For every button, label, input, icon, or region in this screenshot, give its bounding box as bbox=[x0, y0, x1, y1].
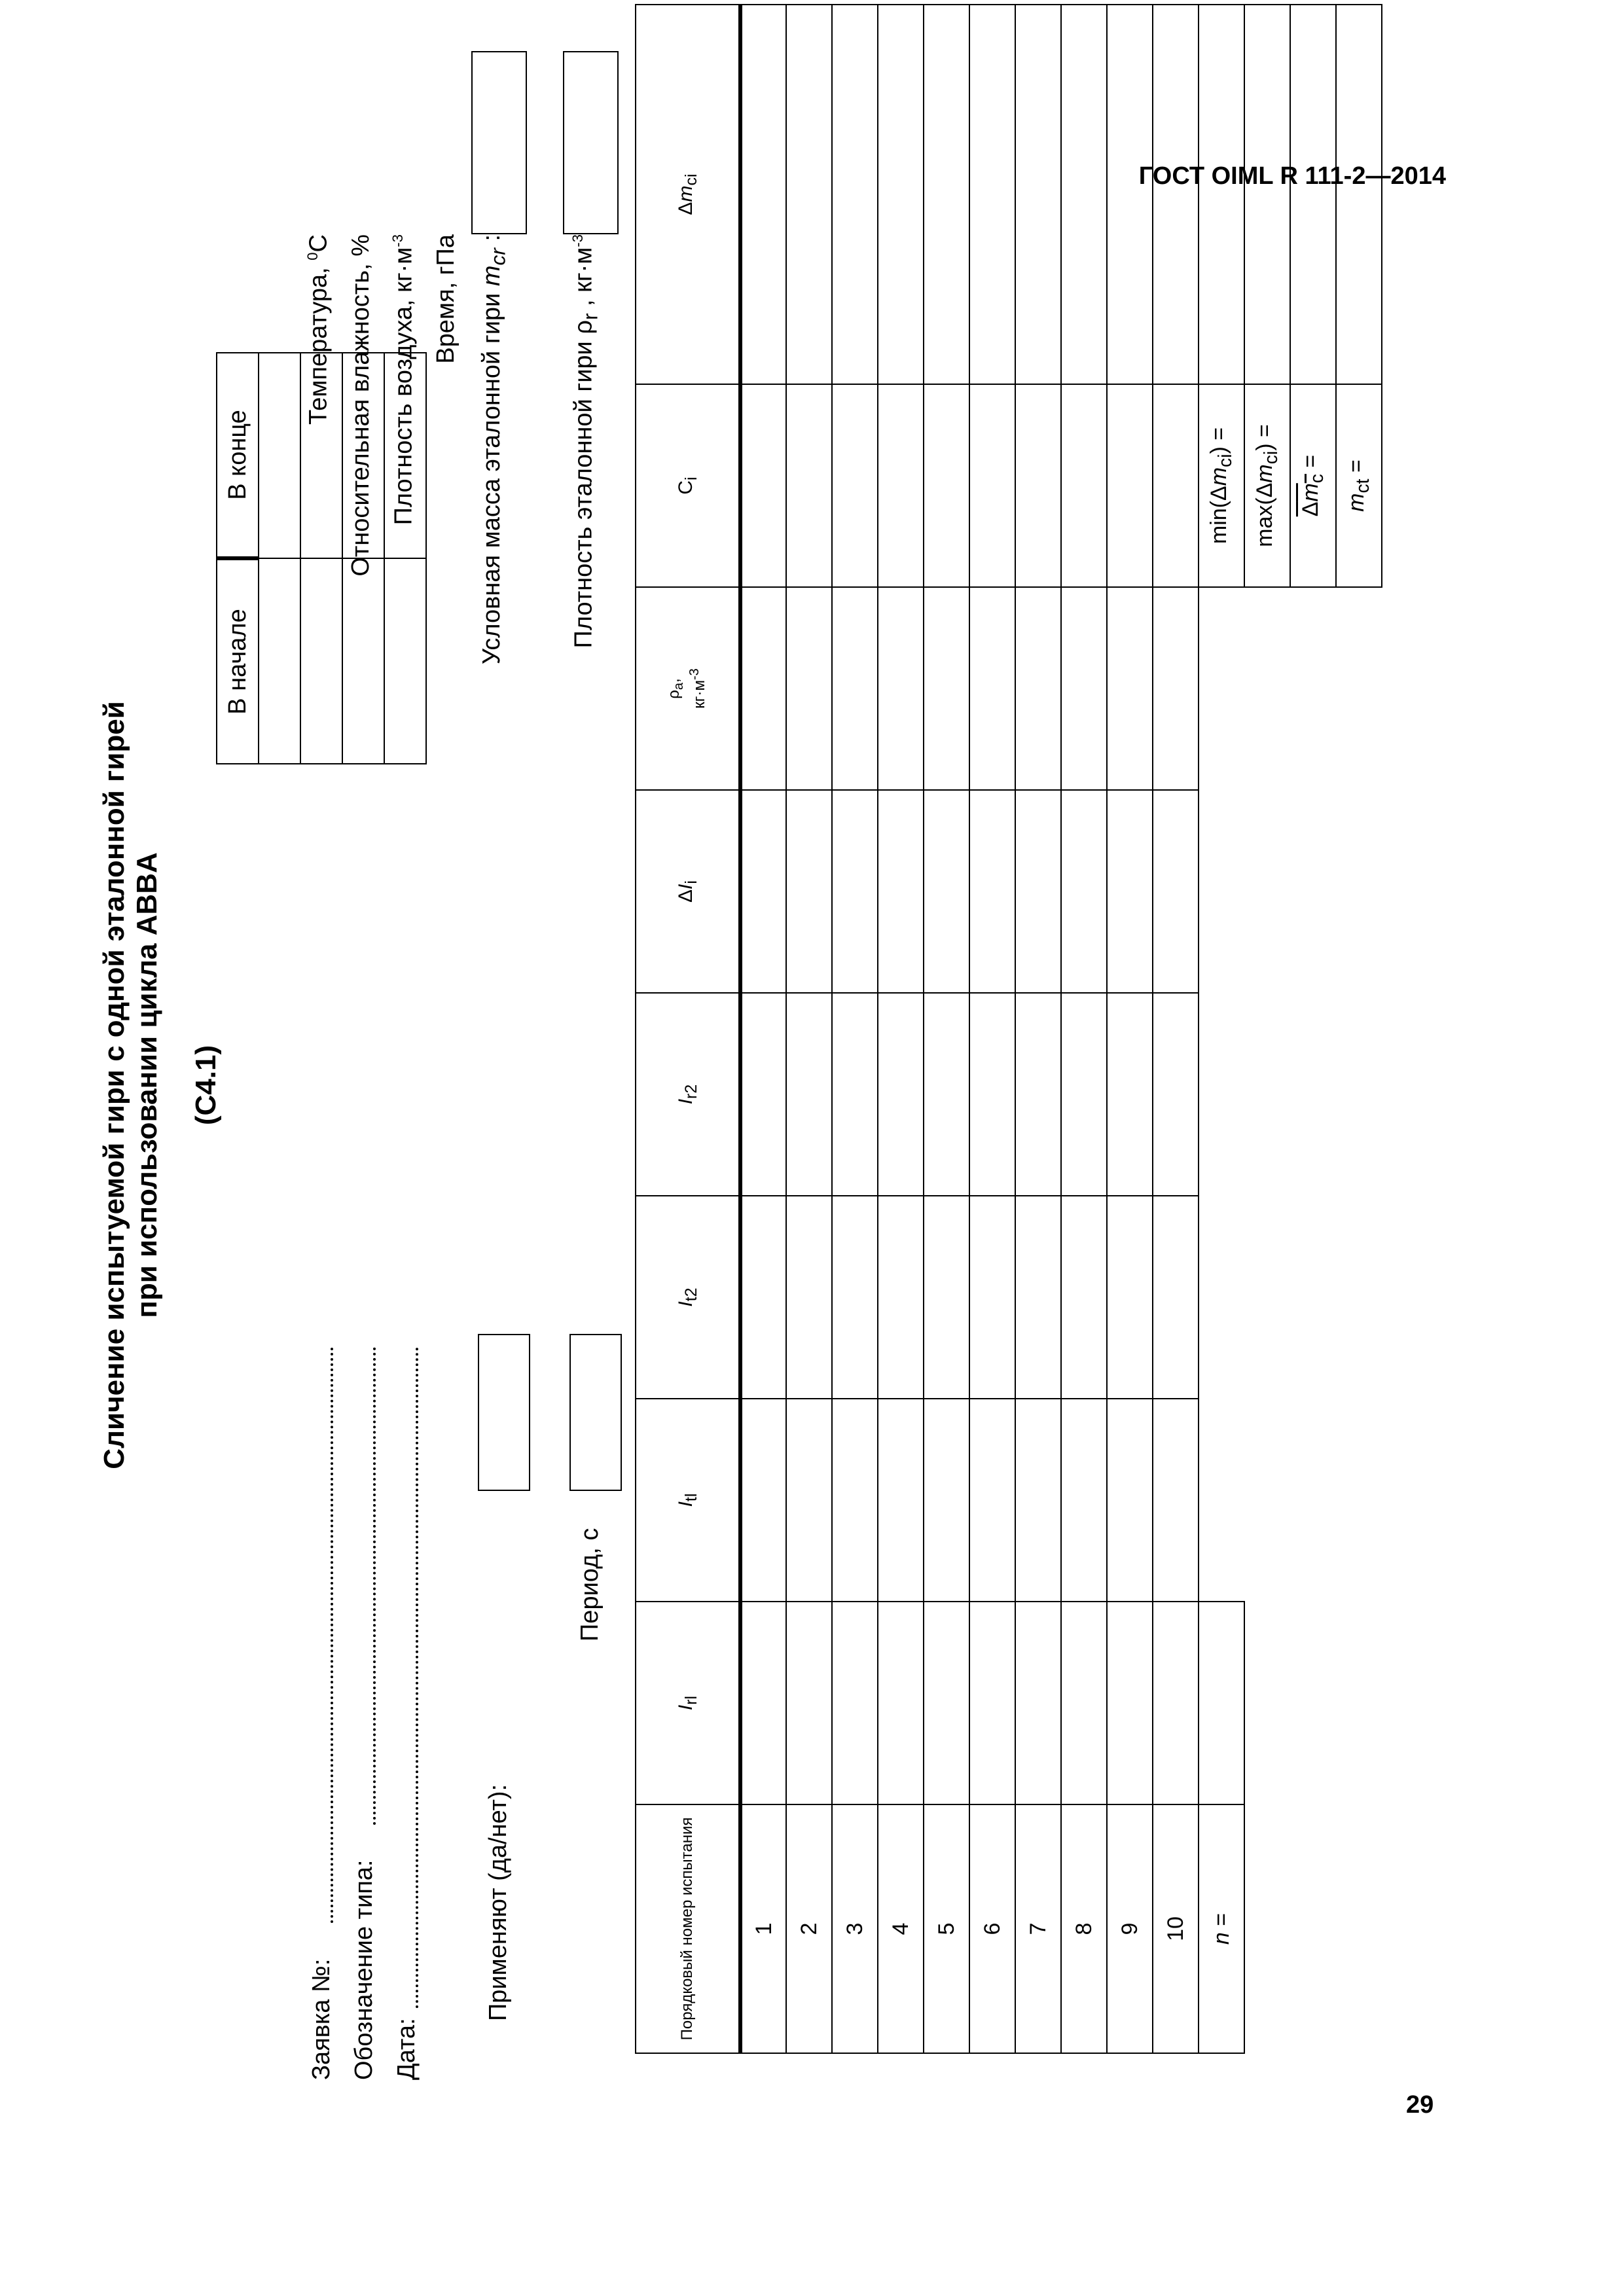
form-title bbox=[98, 660, 223, 1511]
mean-value[interactable] bbox=[1290, 5, 1336, 384]
standard-header: ГОСТ OIML R 111-2—2014 bbox=[1138, 162, 1446, 190]
title-line-1: Сличение испытуемой гири с одной эталонной гирей bbox=[98, 701, 130, 1469]
row-number: 2 bbox=[786, 1804, 832, 2053]
mct-label: $m_{ct}$ = bbox=[1336, 384, 1382, 587]
date-field[interactable] bbox=[416, 1347, 418, 2008]
header-delta-i: $\Delta I_i$ bbox=[636, 790, 740, 993]
row-number: 6 bbox=[969, 1804, 1015, 2053]
row-number: 9 bbox=[1107, 1804, 1153, 2053]
title-line-2: при использовании цикла ABBA bbox=[131, 852, 163, 1318]
period-label: Период, с bbox=[576, 1528, 604, 1641]
row-number: 10 bbox=[1153, 1804, 1199, 2053]
max-label: $\max(\Delta m_{ci})$ = bbox=[1244, 384, 1290, 587]
row-number: 1 bbox=[740, 1804, 786, 2053]
header-ir2: $I_{r2}$ bbox=[636, 993, 740, 1196]
temp-end[interactable] bbox=[259, 353, 300, 558]
title-line-3: (C4.1) bbox=[190, 1045, 222, 1126]
air-density-end[interactable] bbox=[342, 353, 384, 558]
min-value[interactable] bbox=[1199, 5, 1244, 384]
period-input[interactable] bbox=[569, 1334, 622, 1491]
measurements-table bbox=[635, 4, 1382, 2054]
max-value[interactable] bbox=[1244, 5, 1290, 384]
application-label: Заявка №: bbox=[308, 1958, 335, 2080]
time-label: Время, гПа bbox=[432, 234, 460, 364]
header-delta-mci: $\Delta m_{ci}$ bbox=[636, 5, 740, 384]
humidity-label: Относительная влажность, % bbox=[347, 234, 374, 577]
ref-density-input[interactable] bbox=[563, 51, 619, 234]
row-number: 5 bbox=[924, 1804, 969, 2053]
time-start[interactable] bbox=[384, 558, 426, 764]
humidity-end[interactable] bbox=[300, 353, 342, 558]
page-number: 29 bbox=[1406, 2091, 1434, 2119]
min-label: $\min(\Delta m_{ci})$ = bbox=[1199, 384, 1244, 587]
air-density-start[interactable] bbox=[342, 558, 384, 764]
mean-label: $\Delta m_c$ = bbox=[1290, 384, 1336, 587]
header-test-number: Порядковый номер испытания bbox=[636, 1804, 740, 2053]
header-it2: $I_{t2}$ bbox=[636, 1196, 740, 1399]
temperature-label: Температура, $^0$C bbox=[304, 234, 333, 425]
row-number: 7 bbox=[1015, 1804, 1061, 2053]
header-itl: $I_{tl}$ bbox=[636, 1399, 740, 1602]
row-number: 4 bbox=[878, 1804, 924, 2053]
header-irl: $I_{rl}$ bbox=[636, 1602, 740, 1804]
mct-value[interactable] bbox=[1336, 5, 1382, 384]
row-number: 8 bbox=[1061, 1804, 1107, 2053]
ref-mass-input[interactable] bbox=[471, 51, 527, 234]
application-field[interactable] bbox=[331, 1347, 333, 1923]
header-air-density: $\rho_a$, $кг\cdot м^{-3}$ bbox=[636, 587, 740, 790]
conditions-table bbox=[216, 352, 427, 764]
applied-label: Применяют (да/нет): bbox=[484, 1784, 512, 2021]
applied-input[interactable] bbox=[478, 1334, 530, 1491]
time-end[interactable] bbox=[384, 353, 426, 558]
n-label: n = bbox=[1199, 1804, 1244, 2053]
temp-start[interactable] bbox=[259, 558, 300, 764]
row-number: 3 bbox=[832, 1804, 878, 2053]
humidity-start[interactable] bbox=[300, 558, 342, 764]
ref-mass-label: Условная масса эталонной гири $m_{cr}$ : bbox=[478, 234, 510, 665]
air-density-label: Плотность воздуха, $кг\cdot м^{-3}$ bbox=[389, 234, 418, 526]
type-label: Обозначение типа: bbox=[350, 1859, 378, 2080]
header-ci: $C_i$ bbox=[636, 384, 740, 587]
date-label: Дата: bbox=[393, 2018, 420, 2080]
type-field[interactable] bbox=[373, 1347, 376, 1825]
col-start-header: В начале bbox=[217, 558, 259, 764]
ref-density-label: Плотность эталонной гири $\rho_r$ , $кг\cdot м^{-3}$ bbox=[569, 234, 602, 649]
col-end-header: В конце bbox=[217, 353, 259, 558]
